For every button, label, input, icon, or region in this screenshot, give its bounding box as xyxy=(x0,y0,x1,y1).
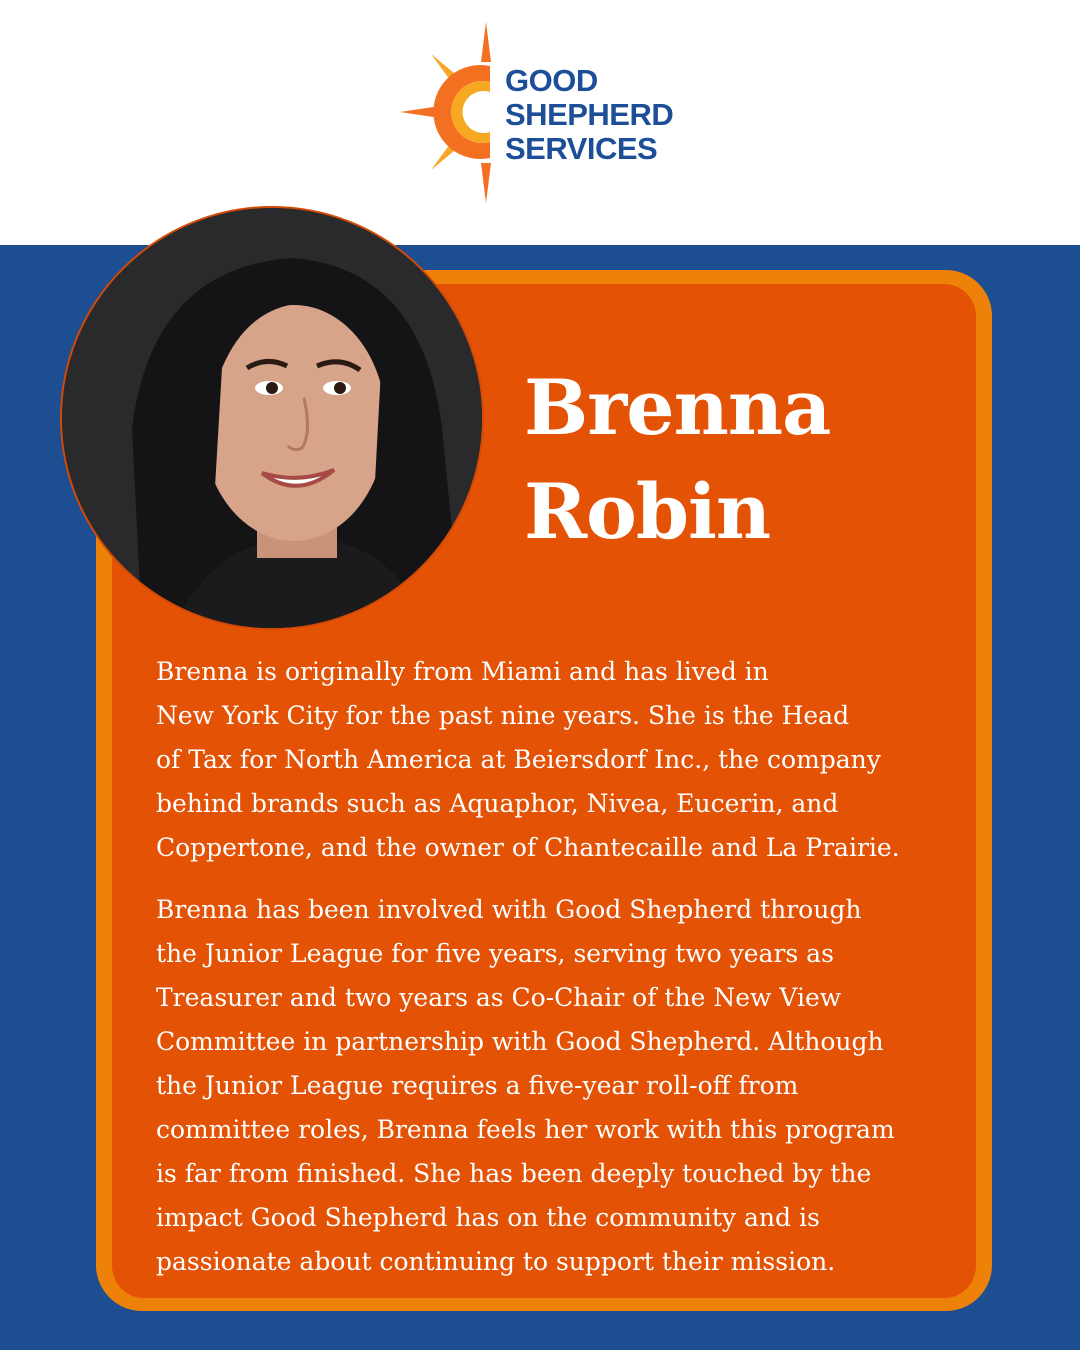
last-name: Robin xyxy=(524,467,771,556)
portrait-illustration xyxy=(62,208,484,630)
bio-line: of Tax for North America at Beiersdorf Inc., the company xyxy=(156,745,881,774)
bio-line: passionate about continuing to support their mission. xyxy=(156,1247,836,1276)
bio-line: New York City for the past nine years. She is the Head xyxy=(156,701,850,730)
sun-icon xyxy=(398,20,508,205)
bio-line: impact Good Shepherd has on the community and is xyxy=(156,1203,820,1232)
bio-line: Committee in partnership with Good Shepherd. Although xyxy=(156,1027,884,1056)
bio-line: Treasurer and two years as Co-Chair of the New View xyxy=(156,983,842,1012)
bio-text xyxy=(156,650,956,1284)
logo-wordmark xyxy=(505,64,673,166)
bio-line: behind brands such as Aquaphor, Nivea, Eucerin, and xyxy=(156,789,839,818)
logo-line-shepherd: SHEPHERD xyxy=(505,97,674,132)
bio-paragraph-2 xyxy=(156,888,956,1284)
logo-line-services: SERVICES xyxy=(505,131,658,166)
header xyxy=(0,0,1080,245)
good-shepherd-logo xyxy=(398,20,698,205)
profile-name xyxy=(524,356,830,564)
bio-line: Brenna has been involved with Good Shepherd through xyxy=(156,895,862,924)
bio-paragraph-1 xyxy=(156,650,956,870)
bio-line: the Junior League requires a five-year roll-off from xyxy=(156,1071,799,1100)
bio-line: the Junior League for five years, serving two years as xyxy=(156,939,834,968)
bio-line: Brenna is originally from Miami and has lived in xyxy=(156,657,769,686)
first-name: Brenna xyxy=(524,363,831,452)
bio-line: Coppertone, and the owner of Chantecaille and La Prairie. xyxy=(156,833,900,862)
bio-line: is far from finished. She has been deeply touched by the xyxy=(156,1159,872,1188)
portrait-photo xyxy=(60,206,484,630)
bio-line: committee roles, Brenna feels her work with this program xyxy=(156,1115,895,1144)
logo-line-good: GOOD xyxy=(505,63,598,98)
